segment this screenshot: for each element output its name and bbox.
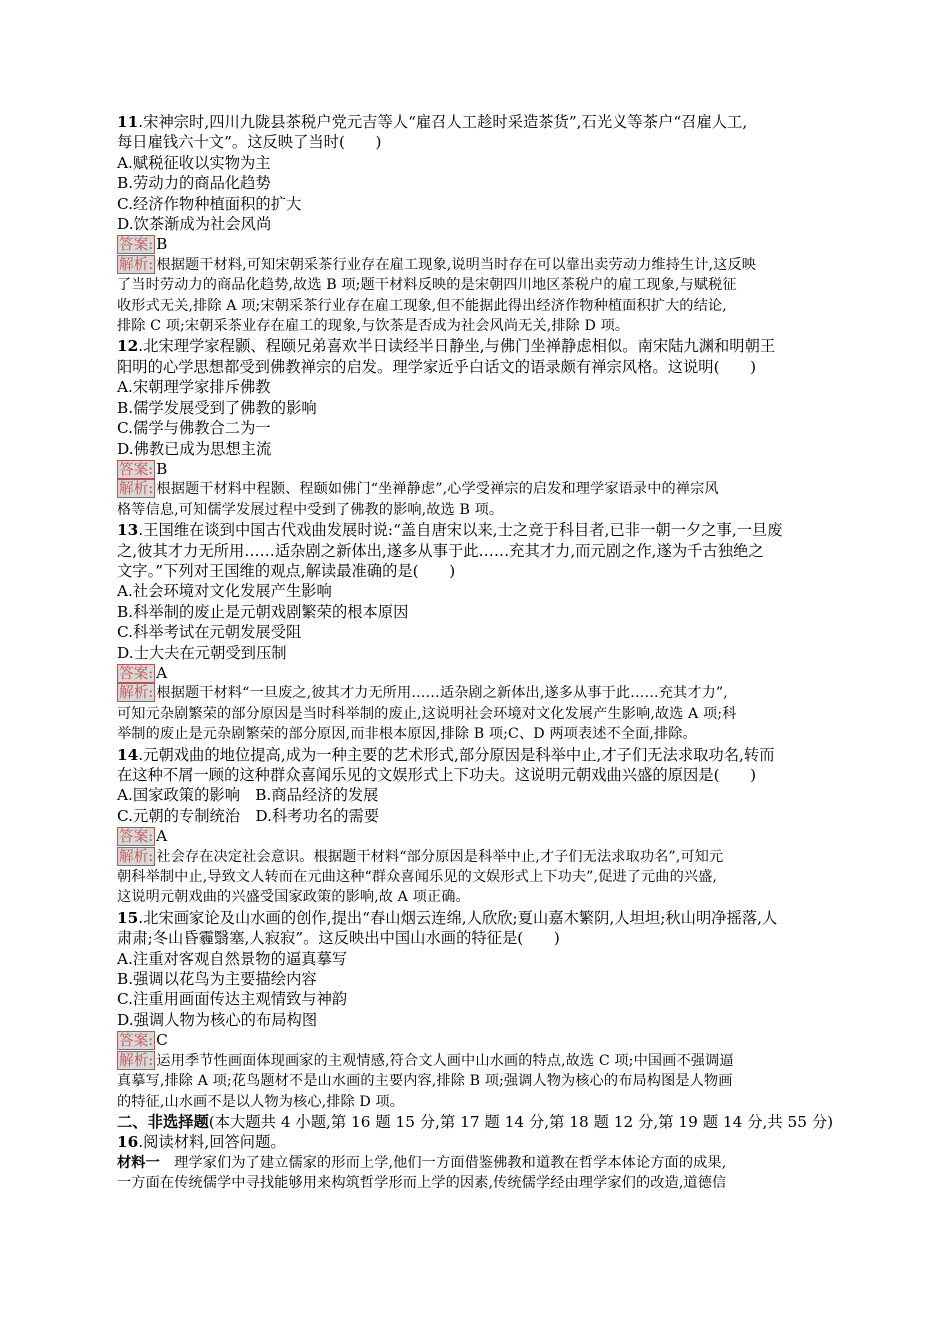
question-16 — [117, 1132, 837, 1193]
question-14 — [117, 745, 837, 908]
answer-tag: 答案: — [119, 1032, 154, 1050]
option-a: A.注重对客观自然景物的逼真摹写 — [117, 949, 348, 968]
analysis-line: 解析: 根据题干材料中程颢、程颐如佛门“坐禅静虑”,心学受禅宗的启发和理学家语录中的禅宗风 — [119, 480, 719, 498]
option-a: A.宋朝理学家排斥佛教 — [117, 378, 271, 397]
answer-value: A — [156, 663, 168, 682]
analysis-line: 的特征,山水画不是以人物为核心,排除 D 项。 — [117, 1093, 405, 1110]
option-d: D.士大夫在元朝受到压制 — [117, 643, 287, 662]
answer-value: A — [156, 827, 168, 846]
document-page — [117, 112, 837, 1194]
answer-tag: 答案: — [119, 828, 154, 846]
question-15 — [117, 908, 837, 1112]
option-d: D.饮茶渐成为社会风尚 — [117, 215, 272, 234]
question-stem: 阳明的心学思想都受到佛教禅宗的启发。理学家近乎白话文的语录颇有禅宗风格。这说明( ) — [117, 357, 757, 376]
answer-line — [117, 1030, 837, 1050]
analysis-tag: 解析: — [119, 255, 154, 273]
analysis-line: 排除 C 项;宋朝采茶业存在雇工的现象,与饮茶是否成为社会风尚无关,排除 D 项。 — [117, 318, 630, 335]
analysis-line: 解析: 社会存在决定社会意识。根据题干材料“部分原因是科举中止,才子们无法求取功名”,可知元 — [119, 847, 724, 865]
question-number: 12 — [117, 337, 139, 356]
question-stem: 15.北宋画家论及山水画的创作,提出“春山烟云连绵,人欣欣;夏山嘉木繁阴,人坦坦;秋山明净摇落,人 — [117, 908, 778, 927]
options-row-ab: A.国家政策的影响 B.商品经济的发展 — [117, 786, 379, 805]
question-stem: 在这种不屑一顾的这种群众喜闻乐见的文娱形式上下功夫。这说明元朝戏曲兴盛的原因是( ) — [117, 766, 757, 784]
answer-value: B — [156, 459, 168, 478]
option-d: D.强调人物为核心的布局构图 — [117, 1010, 318, 1029]
answer-line — [117, 826, 837, 846]
question-stem: 每日雇钱六十文”。这反映了当时( ) — [117, 133, 382, 152]
option-b: B.儒学发展受到了佛教的影响 — [117, 398, 317, 417]
analysis-line: 可知元杂剧繁荣的部分原因是当时科举制的废止,这说明社会环境对文化发展产生影响,故选 A 项;科 — [117, 705, 737, 722]
analysis-tag: 解析: — [119, 847, 154, 865]
analysis-tag: 解析: — [119, 1051, 154, 1069]
question-number: 11 — [117, 113, 139, 131]
option-c: C.注重用画面传达主观情致与神韵 — [117, 990, 348, 1009]
section-title: 二、非选择题 — [117, 1112, 209, 1131]
answer-line — [117, 663, 837, 683]
answer-value: B — [156, 235, 168, 254]
option-c: C.儒学与佛教合二为一 — [117, 419, 271, 438]
option-c: C.经济作物种植面积的扩大 — [117, 194, 302, 213]
analysis-line: 解析: 根据题干材料,可知宋朝采茶行业存在雇工现象,说明当时存在可以靠出卖劳动力维持生计,这反映 — [119, 255, 757, 273]
answer-line — [117, 459, 837, 479]
analysis-line: 真摹写,排除 A 项;花鸟题材不是山水画的主要内容,排除 B 项;强调人物为核心的布局构图是人物画 — [117, 1073, 733, 1090]
question-number: 14 — [117, 745, 139, 764]
material-label: 材料一 — [117, 1154, 160, 1171]
option-c: C.科举考试在元朝发展受阻 — [117, 623, 302, 642]
option-b: B.强调以花鸟为主要描绘内容 — [117, 970, 317, 989]
question-13 — [117, 520, 837, 744]
option-a: A.赋税征收以实物为主 — [117, 153, 271, 172]
analysis-line: 这说明元朝戏曲的兴盛受国家政策的影响,故 A 项正确。 — [117, 889, 470, 906]
analysis-line: 解析: 运用季节性画面体现画家的主观情感,符合文人画中山水画的特点,故选 C 项;中国画不强调逼 — [119, 1051, 734, 1069]
options-row-cd: C.元朝的专制统治 D.科考功名的需要 — [117, 806, 380, 825]
question-stem: 11.宋神宗时,四川九陇县茶税户党元吉等人“雇召人工趁时采造茶货”,石光义等茶户“召雇人工, — [117, 113, 748, 131]
question-number: 13 — [117, 521, 139, 540]
analysis-tag: 解析: — [119, 684, 154, 702]
question-stem: 12.北宋理学家程颢、程颐兄弟喜欢半日读经半日静坐,与佛门坐禅静虑相似。南宋陆九渊和明朝王 — [117, 337, 776, 356]
analysis-line: 格等信息,可知儒学发展过程中受到了佛教的影响,故选 B 项。 — [117, 501, 504, 518]
analysis-line: 收形式无关,排除 A 项;宋朝采茶行业存在雇工现象,但不能据此得出经济作物种植面积扩大的结论, — [117, 297, 727, 314]
question-stem: 13.王国维在谈到中国古代戏曲发展时说:“盖自唐宋以来,士之竞于科目者,已非一朝一夕之事,一旦废 — [117, 521, 783, 540]
section-description: (本大题共 4 小题,第 16 题 15 分,第 17 题 14 分,第 18 题 12 分,第 19 题 14 分,共 55 分) — [208, 1112, 834, 1131]
option-b: B.科举制的废止是元朝戏剧繁荣的根本原因 — [117, 602, 409, 621]
answer-tag: 答案: — [119, 460, 154, 478]
material-line: 一方面在传统儒学中寻找能够用来构筑哲学形而上学的因素,传统儒学经由理学家们的改造,道德信 — [117, 1175, 727, 1192]
analysis-line: 朝科举制中止,导致文人转而在元曲这种“群众喜闻乐见的文娱形式上下功夫”,促进了元曲的兴盛, — [117, 869, 718, 886]
analysis-tag: 解析: — [119, 480, 154, 498]
option-d: D.佛教已成为思想主流 — [117, 439, 272, 458]
answer-tag: 答案: — [119, 664, 154, 682]
analysis-line: 举制的废止是元杂剧繁荣的部分原因,而非根本原因,排除 B 项;C、D 两项表述不全面,排除。 — [117, 726, 697, 743]
analysis-line: 了当时劳动力的商品化趋势,故选 B 项;题干材料反映的是宋朝四川地区茶税户的雇工现象,与赋税征 — [117, 277, 737, 294]
analysis-line: 解析: 根据题干材料“一旦废之,彼其才力无所用……适杂剧之新体出,遂多从事于此……充其才力”, — [119, 684, 728, 702]
option-b: B.劳动力的商品化趋势 — [117, 174, 271, 193]
question-number: 16 — [117, 1133, 139, 1152]
question-number: 15 — [117, 908, 139, 927]
material-line: 材料一 理学家们为了建立儒家的形而上学,他们一方面借鉴佛教和道教在哲学本体论方面的成果, — [117, 1154, 727, 1171]
answer-tag: 答案: — [119, 236, 154, 254]
option-a: A.社会环境对文化发展产生影响 — [117, 582, 332, 601]
question-stem: 16.阅读材料,回答问题。 — [117, 1133, 286, 1152]
question-stem: 之,彼其才力无所用……适杂剧之新体出,遂多从事于此……充其才力,而元剧之作,遂为千古独绝之 — [117, 541, 764, 560]
question-stem: 文字。”下列对王国维的观点,解读最准确的是( ) — [117, 561, 456, 580]
question-stem: 14.元朝戏曲的地位提高,成为一种主要的艺术形式,部分原因是科举中止,才子们无法求取功名,转而 — [117, 745, 775, 764]
answer-value: C — [156, 1031, 168, 1050]
answer-line — [117, 234, 837, 254]
question-11 — [117, 112, 837, 336]
section-heading — [117, 1112, 837, 1132]
question-stem: 肃肃;冬山昏霾翳塞,人寂寂”。这反映出中国山水画的特征是( ) — [117, 929, 560, 948]
question-12 — [117, 336, 837, 520]
